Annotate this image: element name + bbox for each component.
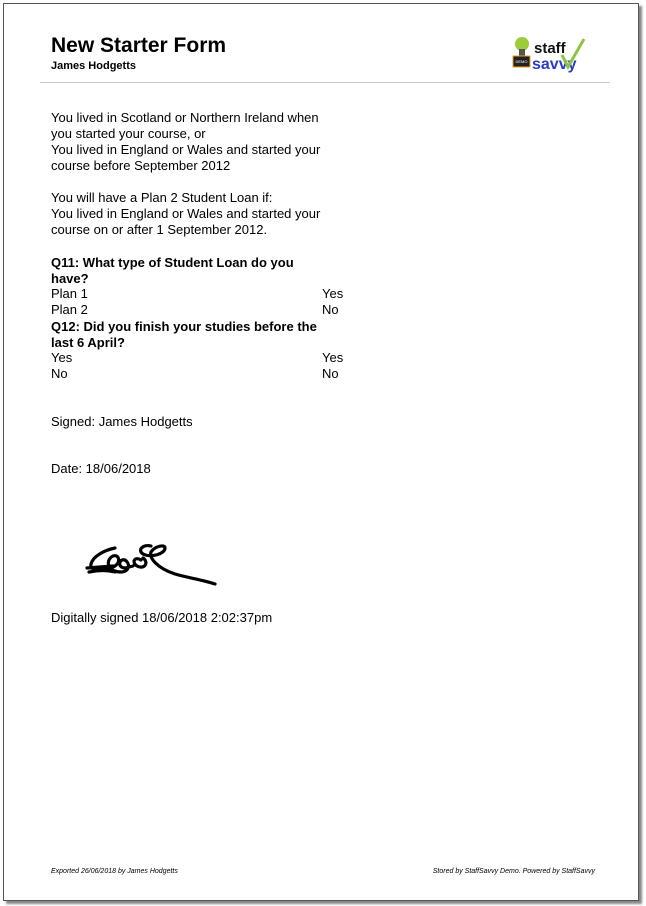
header-divider bbox=[40, 82, 610, 83]
q12-option-value: No bbox=[322, 366, 339, 381]
q11-option-value: No bbox=[322, 302, 339, 317]
svg-text:savvy: savvy bbox=[532, 56, 577, 73]
page-title: New Starter Form bbox=[51, 34, 227, 57]
q12-option-label: No bbox=[51, 366, 68, 381]
staffsavvy-logo bbox=[512, 33, 587, 75]
text-line: You lived in Scotland or Northern Ireland when bbox=[51, 110, 319, 125]
employee-name: James Hodgetts bbox=[51, 60, 136, 72]
digital-signature-timestamp: Digitally signed 18/06/2018 2:02:37pm bbox=[51, 610, 273, 625]
q12-option-value: Yes bbox=[322, 350, 344, 365]
footer-exported: Exported 26/06/2018 by James Hodgetts bbox=[51, 868, 178, 875]
svg-text:staff: staff bbox=[534, 40, 566, 57]
q11-option-label: Plan 1 bbox=[51, 286, 88, 301]
text-line: You lived in England or Wales and started your bbox=[51, 206, 321, 221]
q11-question: Q11: What type of Student Loan do you have? bbox=[51, 255, 294, 286]
q12-question: Q12: Did you finish your studies before the last 6 April? bbox=[51, 319, 317, 350]
signed-date: Date: 18/06/2018 bbox=[51, 461, 151, 476]
svg-text:DEMO: DEMO bbox=[515, 59, 528, 64]
text-line: You lived in England or Wales and started your bbox=[51, 142, 321, 157]
paragraph-2 bbox=[51, 190, 320, 238]
text-line: You will have a Plan 2 Student Loan if: bbox=[51, 190, 273, 205]
q12-option-label: Yes bbox=[51, 350, 73, 365]
q11-option-value: Yes bbox=[322, 286, 344, 301]
q11-option-label: Plan 2 bbox=[51, 302, 88, 317]
footer-powered-by: Stored by StaffSavvy Demo. Powered by StaffSavvy bbox=[432, 868, 595, 875]
signed-by: Signed: James Hodgetts bbox=[51, 414, 193, 429]
text-line: you started your course, or bbox=[51, 126, 206, 141]
paragraph-1 bbox=[51, 110, 320, 174]
text-line: course on or after 1 September 2012. bbox=[51, 222, 268, 237]
signature-image bbox=[85, 538, 225, 595]
text-line: course before September 2012 bbox=[51, 158, 231, 173]
